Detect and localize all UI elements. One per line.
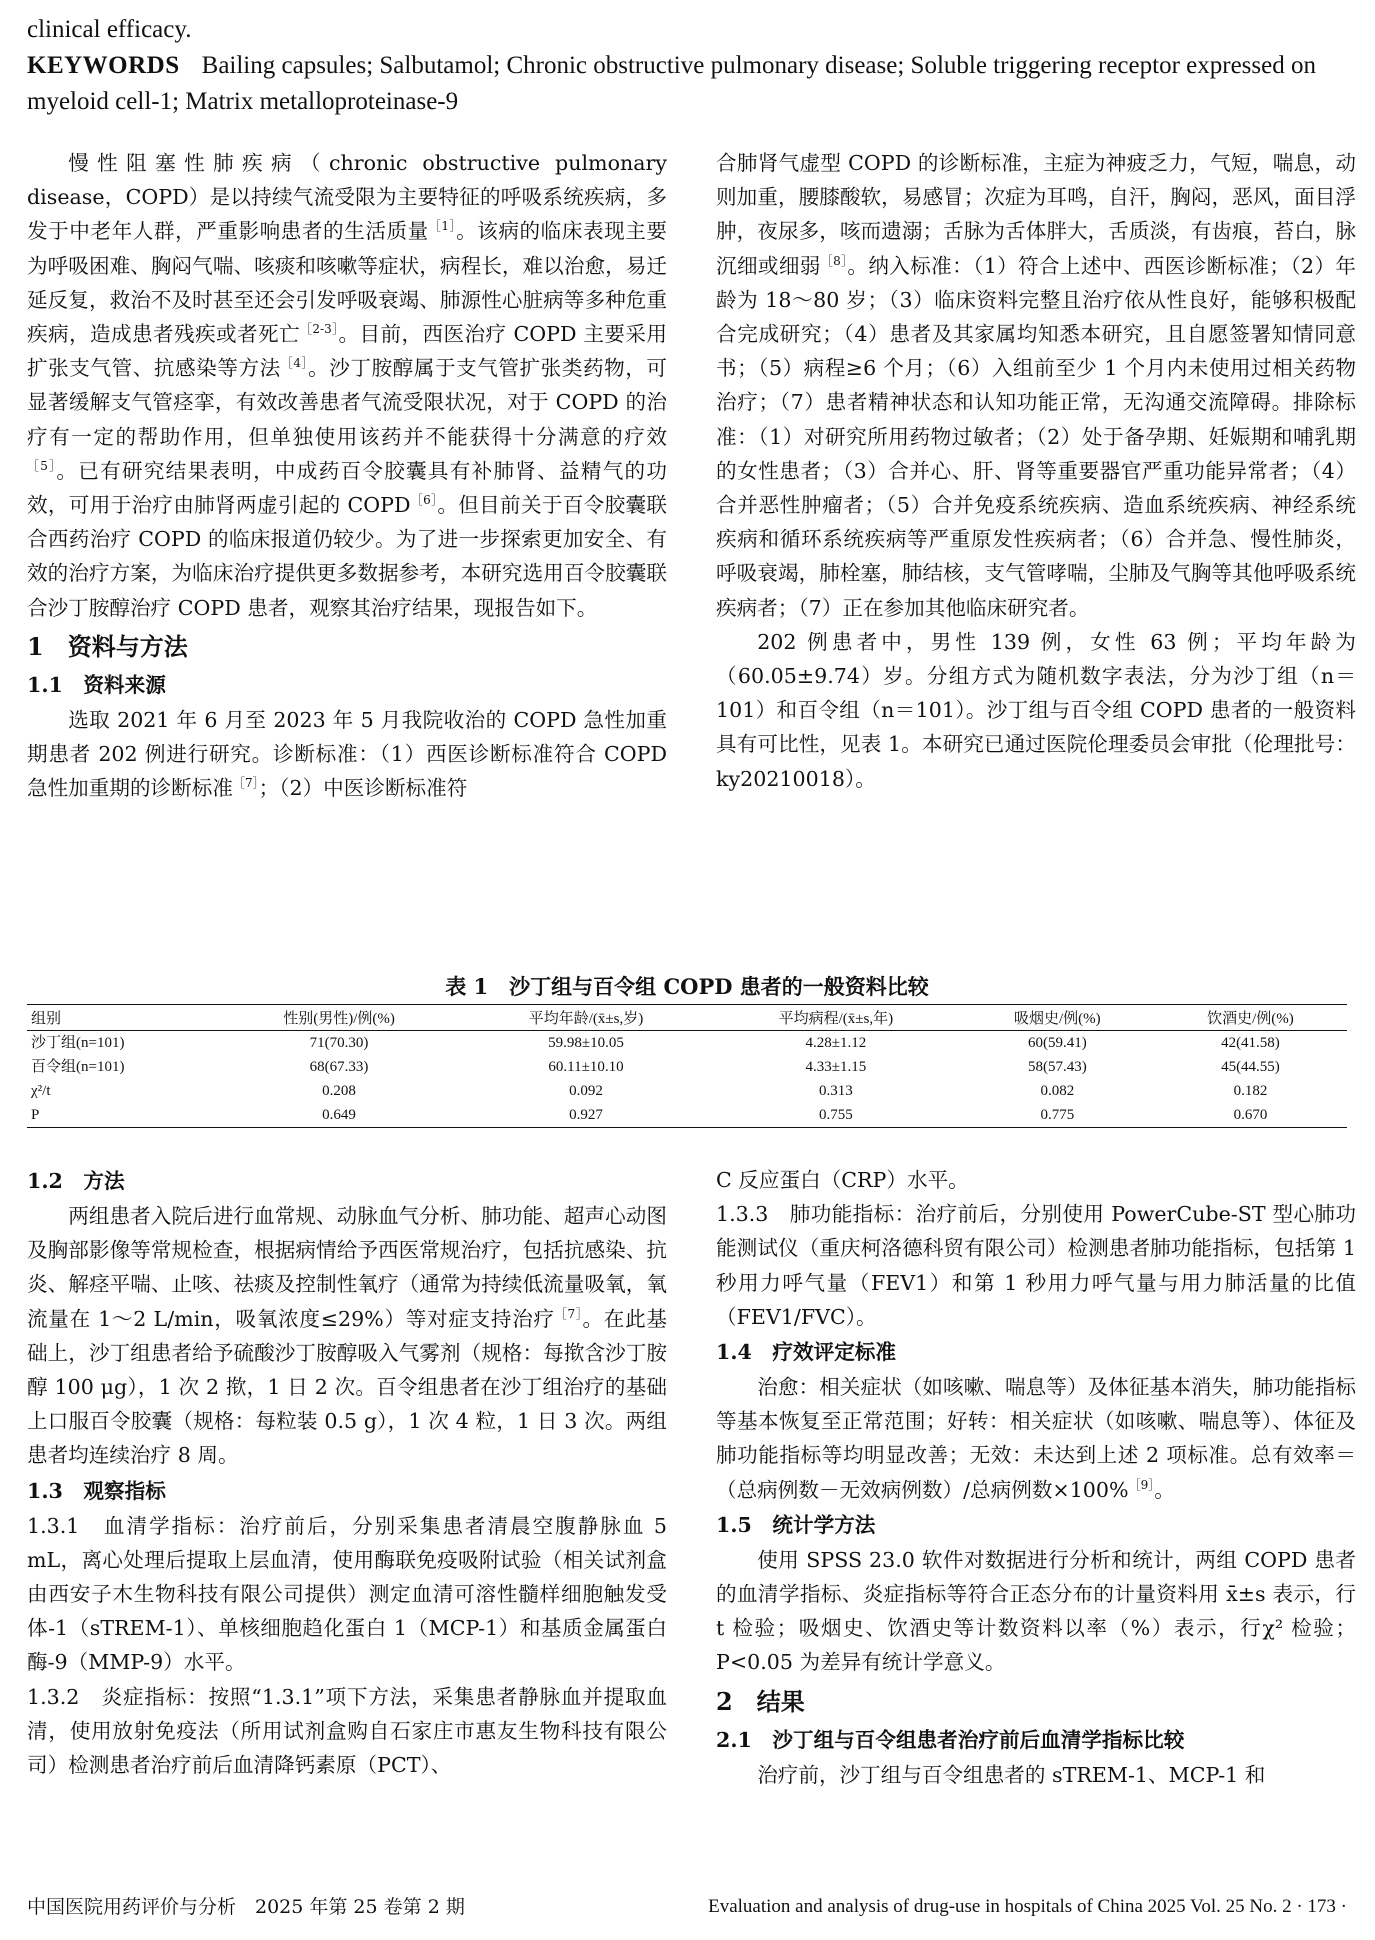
ref-8[interactable]: ［8］ <box>820 253 848 268</box>
statistics-paragraph: 使用 SPSS 23.0 软件对数据进行分析和统计，两组 COPD 患者的血清学指标、炎症指标等符合正态分布的计量资料用 x̄±s 表示，行 t 检验；吸烟史、饮酒史等计数资料以率（%）表示，行χ² 检验；P<0.05 为差异有统计学意义。 <box>716 1547 1356 1675</box>
table-header: 平均病程/(x̄±s,年) <box>711 1005 961 1031</box>
table-row <box>27 1031 1347 1056</box>
table-cell: 0.182 <box>1233 1083 1268 1099</box>
serum-index-paragraph: 1.3.1 血清学指标：治疗前后，分别采集患者清晨空腹静脉血 5 mL，离心处理后提取上层血清，使用酶联免疫吸附试验（相关试剂盒由西安子木生物科技有限公司提供）测定血清可溶性髓样细胞触发受体-1（sTREM-1）、单核细胞趋化蛋白 1（MCP-1）和基质金属蛋白酶-9（MMP-9）水平。 <box>27 1513 667 1675</box>
table-cell: 0.755 <box>711 1103 961 1128</box>
inflammation-index-paragraph: 1.3.2 炎症指标：按照“1.3.1”项下方法，采集患者静脉血并提取血清，使用放射免疫法（所用试剂盒购自石家庄市惠友生物科技有限公司）检测患者治疗前后血清降钙素原（PCT）、 <box>27 1684 667 1778</box>
table-cell: 0.927 <box>461 1103 711 1128</box>
criteria-paragraph: 合肺肾气虚型 COPD 的诊断标准，主症为神疲乏力，气短，喘息，动则加重，腰膝酸软，易感冒；次症为耳鸣，自汗，胸闷，恶风，面目浮肿，夜尿多，咳而遗溺；舌脉为舌体胖大，舌质淡，有齿痕，苔白，脉沉细或细弱$^{[8]}$。纳入标准：（1）符合上述中、西医诊断标准；（2）年龄为 18～80 岁；（3）临床资料完整且治疗依从性良好，能够积极配合完成研究；（4）患者及其家属均知悉本研究，且自愿签署知情同意书；（5）病程≥6 个月；（6）入组前至少 1 个月内未使用过相关药物治疗；（7）患者精神状态和认知功能正常，无沟通交流障碍。排除标准：（1）对研究所用药物过敏者；（2）处于备孕期、妊娠期和哺乳期的女性患者；（3）合并心、肝、肾等重要器官严重功能异常者；（4）合并恶性肿瘤者；（5）合并免疫系统疾病、造血系统疾病、神经系统疾病和循环系统疾病等严重原发性疾病者；（6）合并急、慢性肺炎，呼吸衰竭，肺栓塞，肺结核，支气管哮喘，尘肺及气胸等其他呼吸系统疾病者；（7）正在参加其他临床研究者。 <box>716 151 1356 620</box>
table-cell: 58(57.43) <box>1027 1059 1087 1075</box>
ref-5[interactable]: ［5］ <box>27 458 57 473</box>
table-cell: 0.649 <box>217 1103 461 1128</box>
table-cell: 60.11±10.10 <box>548 1059 624 1075</box>
section-heading-2: 2 结果 <box>716 1686 805 1716</box>
table-row <box>27 1055 1347 1079</box>
table-cell: 45(44.55) <box>1221 1059 1280 1075</box>
table-row <box>27 1079 1347 1103</box>
crp-line: C 反应蛋白（CRP）水平。 <box>716 1168 969 1192</box>
ref-9[interactable]: ［9］ <box>1128 1477 1155 1492</box>
keywords-label: KEYWORDS <box>27 52 180 79</box>
intro-paragraph: 慢性阻塞性肺疾病（chronic obstructive pulmonary disease，COPD）是以持续气流受限为主要特征的呼吸系统疾病，多发于中老年人群，严重影响患者的生活质量$^{[1]}$。该病的临床表现主要为呼吸困难、胸闷气喘、咳痰和咳嗽等症状，病程长，难以治愈，易迁延反复，救治不及时甚至还会引发呼吸衰竭、肺源性心脏病等多种危重疾病，造成患者残疾或者死亡$^{[2-3]}$。目前，西医治疗 COPD 主要采用扩张支气管、抗感染等方法$^{[4]}$。沙丁胺醇属于支气管扩张类药物，可显著缓解支气管痉挛，有效改善患者气流受限状况，对于 COPD 的治疗有一定的帮助作用，但单独使用该药并不能获得十分满意的疗效$^{[5]}$。已有研究结果表明，中成药百令胶囊具有补肺肾、益精气的功效，可用于治疗由肺肾两虚引起的 $COPD^{[6]}$。但目前关于百令胶囊联合西药治疗 COPD 的临床报道仍较少。为了进一步探索更加安全、有效的治疗方案，为临床治疗提供更多数据参考，本研究选用百令胶囊联合沙丁胺醇治疗 COPD 患者，观察其治疗结果，现报告如下。 <box>27 151 668 620</box>
table-cell: 沙丁组(n=101) <box>31 1035 125 1051</box>
table-cell: 0.313 <box>818 1083 853 1099</box>
table-cell: 0.208 <box>322 1083 356 1099</box>
left-column-upper <box>27 146 667 805</box>
data-source-paragraph: 选取 2021 年 6 月至 2023 年 5 月我院收治的 COPD 急性加重期患者 202 例进行研究。诊断标准：（1）西医诊断标准符合 COPD 急性加重期的诊断标准$^{[7]}$；（2）中医诊断标准符 <box>27 707 667 801</box>
keywords-text: Bailing capsules; Salbutamol; Chronic obstructive pulmonary disease; Soluble triggering receptor expressed on myeloid cell-1; Matrix metalloproteinase-9 <box>27 52 1316 115</box>
section-heading-1: 1 资料与方法 <box>27 631 188 661</box>
left-column-lower <box>27 1163 667 1782</box>
table-general-data <box>27 1004 1347 1128</box>
section-heading-2-1: 2.1 沙丁组与百令组患者治疗前后血清学指标比较 <box>716 1727 1185 1752</box>
ref-7[interactable]: ［7］ <box>232 776 259 791</box>
table-1 <box>27 972 1347 1128</box>
right-column-lower <box>716 1163 1356 1792</box>
table-cell: 60(59.41) <box>1027 1035 1087 1051</box>
table-cell: 42(41.58) <box>1221 1035 1280 1051</box>
ref-7b[interactable]: ［7］ <box>554 1306 583 1321</box>
table-cell: χ²/t <box>31 1083 51 1099</box>
footer-journal-en: Evaluation and analysis of drug-use in hospitals of China 2025 Vol. 25 No. 2 · 173 · <box>708 1896 1347 1917</box>
table-title: 表 1 沙丁组与百令组 COPD 患者的一般资料比较 <box>445 974 929 999</box>
section-heading-1-4: 1.4 疗效评定标准 <box>716 1340 896 1365</box>
table-cell: 0.670 <box>1154 1103 1347 1128</box>
table-header: 吸烟史/例(%) <box>961 1005 1154 1031</box>
table-header: 平均年龄/(x̄±s,岁) <box>461 1005 711 1031</box>
table-cell: 71(70.30) <box>309 1035 369 1051</box>
table-cell: 4.33±1.15 <box>805 1059 867 1075</box>
table-cell: 0.775 <box>961 1103 1154 1128</box>
table-cell: 0.092 <box>569 1083 603 1099</box>
table-cell: 0.082 <box>1040 1083 1075 1099</box>
section-heading-1-1: 1.1 资料来源 <box>27 672 166 697</box>
abstract-tail <box>27 12 1347 120</box>
table-cell: 百令组(n=101) <box>31 1059 125 1075</box>
ref-4[interactable]: ［4］ <box>280 356 309 371</box>
section-heading-1-2: 1.2 方法 <box>27 1169 125 1193</box>
table-cell: P <box>27 1103 217 1128</box>
table-header: 饮酒史/例(%) <box>1154 1005 1347 1031</box>
table-cell: 4.28±1.12 <box>805 1035 867 1051</box>
efficacy-paragraph: 治愈：相关症状（如咳嗽、喘息等）及体征基本消失，肺功能指标等基本恢复至正常范围；好转：相关症状（如咳嗽、喘息等）、体征及肺功能指标等均明显改善；无效：未达到上述 2 项标准。总有效率＝（总病例数－无效病例数）/总病例数×100%$^{[9]}$。 <box>716 1375 1356 1502</box>
footer-journal-cn: 中国医院用药评价与分析 2025 年第 25 卷第 2 期 <box>27 1896 465 1918</box>
ref-2-3[interactable]: ［2-3］ <box>299 322 339 337</box>
table-cell: 68(67.33) <box>309 1059 369 1075</box>
section-heading-1-3: 1.3 观察指标 <box>27 1478 166 1503</box>
table-header: 组别 <box>27 1005 217 1031</box>
results-paragraph: 治疗前，沙丁组与百令组患者的 sTREM-1、MCP-1 和 <box>757 1762 1266 1787</box>
abstract-last-line: clinical efficacy. <box>27 16 192 43</box>
patients-paragraph: 202 例患者中，男性 139 例，女性 63 例；平均年龄为（60.05±9.74）岁。分组方式为随机数字表法，分为沙丁组（n＝101）和百令组（n＝101）。沙丁组与百令组 COPD 患者的一般资料具有可比性，见表 1。本研究已通过医院伦理委员会审批（伦理批号：ky20210018）。 <box>716 629 1356 791</box>
ref-1[interactable]: ［1］ <box>428 219 457 234</box>
section-heading-1-5: 1.5 统计学方法 <box>716 1512 876 1537</box>
table-header: 性别(男性)/例(%) <box>217 1005 461 1031</box>
table-row <box>27 1103 1347 1128</box>
lung-function-paragraph: 1.3.3 肺功能指标：治疗前后，分别使用 PowerCube-ST 型心肺功能测试仪（重庆柯洛德科贸有限公司）检测患者肺功能指标，包括第 1 秒用力呼气量（FEV1）和第 1 秒用力呼气量与用力肺活量的比值（FEV1/FVC）。 <box>716 1202 1356 1329</box>
table-cell: 59.98±10.05 <box>548 1035 624 1051</box>
method-paragraph: 两组患者入院后进行血常规、动脉血气分析、肺功能、超声心动图及胸部影像等常规检查，根据病情给予西医常规治疗，包括抗感染、抗炎、解痉平喘、止咳、祛痰及控制性氧疗（通常为持续低流量吸氧，氧流量在 1～2 L/min，吸氧浓度≤29%）等对症支持治疗$^{[7]}$。在此基础上，沙丁组患者给予硫酸沙丁胺醇吸入气雾剂（规格：每揿含沙丁胺醇 100 μg），1 次 2 揿，1 日 2 次。百令组患者在沙丁组治疗的基础上口服百令胶囊（规格：每粒装 0.5 g），1 次 4 粒，1 日 3 次。两组患者均连续治疗 8 周。 <box>27 1204 667 1468</box>
right-column-upper <box>716 146 1356 796</box>
table-header-row <box>27 1005 1347 1031</box>
keywords <box>27 48 1347 120</box>
ref-6[interactable]: ［6］ <box>410 493 438 508</box>
